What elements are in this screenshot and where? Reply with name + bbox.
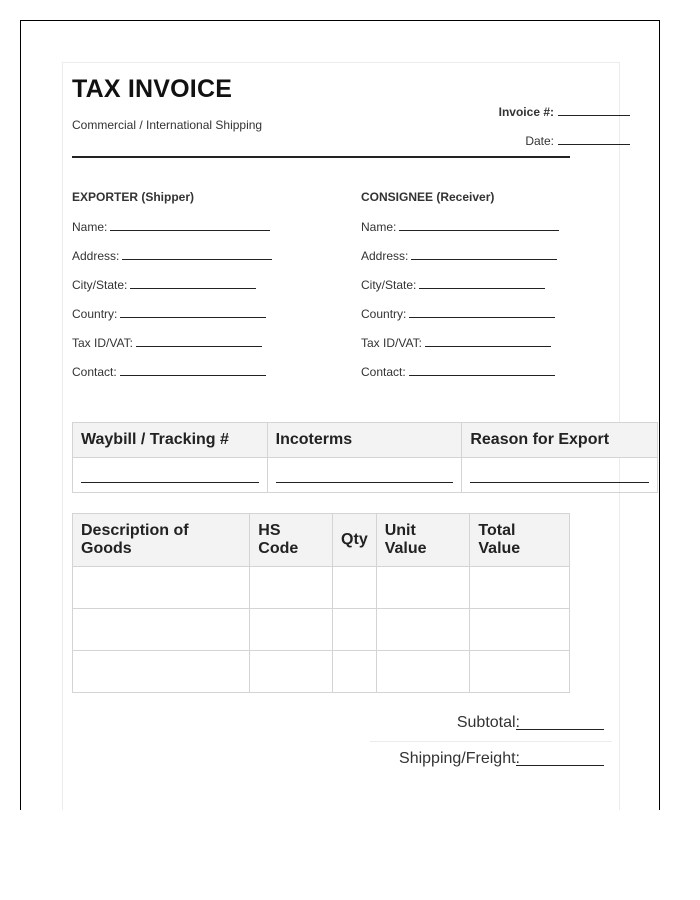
incoterms-cell[interactable] bbox=[267, 458, 462, 493]
field-label: Tax ID/VAT: bbox=[361, 336, 422, 350]
field-line bbox=[122, 249, 272, 260]
exporter-heading: EXPORTER (Shipper) bbox=[72, 190, 195, 204]
field-line bbox=[120, 307, 266, 318]
subtotal-row[interactable] bbox=[370, 706, 612, 741]
unit-value-cell[interactable] bbox=[376, 651, 470, 693]
waybill-header: Waybill / Tracking # bbox=[73, 423, 268, 458]
field-label: Contact: bbox=[361, 365, 406, 379]
subtotal-line bbox=[516, 729, 604, 730]
field-label: Country: bbox=[361, 307, 407, 321]
exporter-contact-field[interactable] bbox=[72, 365, 312, 394]
field-line bbox=[130, 278, 256, 289]
consignee-address-field[interactable] bbox=[361, 249, 601, 278]
page-title: TAX INVOICE bbox=[72, 75, 233, 103]
total-value-header: Total Value bbox=[470, 514, 570, 567]
description-header: Description of Goods bbox=[73, 514, 250, 567]
waybill-cell[interactable] bbox=[73, 458, 268, 493]
shipping-freight-label: Shipping/Freight: bbox=[399, 750, 520, 767]
invoice-number-field[interactable] bbox=[499, 105, 630, 119]
hs-code-cell[interactable] bbox=[250, 651, 333, 693]
field-label: Contact: bbox=[72, 365, 117, 379]
field-line bbox=[110, 220, 270, 231]
hs-code-cell[interactable] bbox=[250, 609, 333, 651]
exporter-city-state-field[interactable] bbox=[72, 278, 312, 307]
qty-cell[interactable] bbox=[333, 567, 377, 609]
description-cell[interactable] bbox=[73, 609, 250, 651]
consignee-contact-field[interactable] bbox=[361, 365, 601, 394]
reason-for-export-cell[interactable] bbox=[462, 458, 658, 493]
field-line bbox=[399, 220, 559, 231]
total-value-cell[interactable] bbox=[470, 609, 570, 651]
field-line bbox=[419, 278, 545, 289]
field-label: City/State: bbox=[361, 278, 417, 292]
header-divider bbox=[72, 156, 570, 158]
unit-value-header: Unit Value bbox=[376, 514, 470, 567]
exporter-section bbox=[72, 190, 312, 394]
field-line bbox=[411, 249, 557, 260]
table-row bbox=[73, 651, 570, 693]
reason-line bbox=[470, 482, 649, 483]
exporter-address-field[interactable] bbox=[72, 249, 312, 278]
hs-code-cell[interactable] bbox=[250, 567, 333, 609]
description-cell[interactable] bbox=[73, 651, 250, 693]
table-row bbox=[73, 609, 570, 651]
field-line bbox=[425, 336, 551, 347]
consignee-section bbox=[361, 190, 601, 394]
field-label: Tax ID/VAT: bbox=[72, 336, 133, 350]
total-value-cell[interactable] bbox=[470, 651, 570, 693]
consignee-name-field[interactable] bbox=[361, 220, 601, 249]
field-line bbox=[409, 365, 555, 376]
consignee-country-field[interactable] bbox=[361, 307, 601, 336]
qty-header: Qty bbox=[333, 514, 377, 567]
shipping-freight-line bbox=[516, 765, 604, 766]
exporter-country-field[interactable] bbox=[72, 307, 312, 336]
total-value-cell[interactable] bbox=[470, 567, 570, 609]
consignee-heading: CONSIGNEE (Receiver) bbox=[361, 190, 495, 204]
exporter-tax-id-field[interactable] bbox=[72, 336, 312, 365]
incoterms-header: Incoterms bbox=[267, 423, 462, 458]
field-label: Address: bbox=[72, 249, 120, 263]
field-label: City/State: bbox=[72, 278, 128, 292]
field-line bbox=[120, 365, 266, 376]
unit-value-cell[interactable] bbox=[376, 567, 470, 609]
shipping-freight-row[interactable] bbox=[370, 741, 612, 777]
field-line bbox=[136, 336, 262, 347]
qty-cell[interactable] bbox=[333, 651, 377, 693]
qty-cell[interactable] bbox=[333, 609, 377, 651]
date-label: Date: bbox=[525, 134, 554, 148]
table-row bbox=[73, 567, 570, 609]
hs-code-header: HS Code bbox=[250, 514, 333, 567]
field-label: Address: bbox=[361, 249, 409, 263]
field-label: Name: bbox=[361, 220, 397, 234]
reason-for-export-header: Reason for Export bbox=[462, 423, 658, 458]
totals-section bbox=[370, 706, 612, 777]
shipping-details-table bbox=[72, 422, 658, 493]
consignee-tax-id-field[interactable] bbox=[361, 336, 601, 365]
field-line bbox=[409, 307, 555, 318]
invoice-number-line bbox=[558, 105, 630, 116]
waybill-line bbox=[81, 482, 259, 483]
subtotal-label: Subtotal: bbox=[456, 714, 520, 731]
field-label: Name: bbox=[72, 220, 108, 234]
unit-value-cell[interactable] bbox=[376, 609, 470, 651]
consignee-city-state-field[interactable] bbox=[361, 278, 601, 307]
date-line bbox=[558, 134, 630, 145]
date-field[interactable] bbox=[525, 134, 630, 148]
invoice-number-label: Invoice #: bbox=[498, 105, 554, 119]
incoterms-line bbox=[276, 482, 454, 483]
exporter-name-field[interactable] bbox=[72, 220, 312, 249]
page-subtitle: Commercial / International Shipping bbox=[72, 118, 263, 132]
goods-table bbox=[72, 513, 570, 693]
description-cell[interactable] bbox=[73, 567, 250, 609]
field-label: Country: bbox=[72, 307, 118, 321]
